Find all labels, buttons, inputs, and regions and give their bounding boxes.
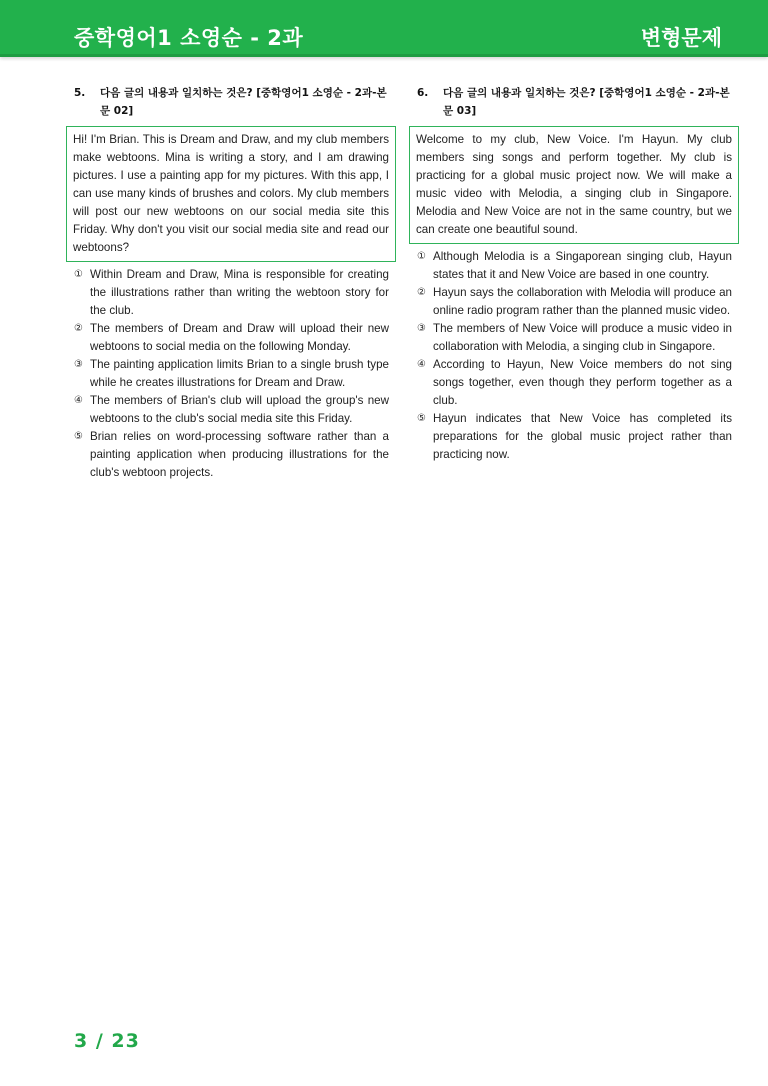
question-prompt: 다음 글의 내용과 일치하는 것은? [중학영어1 소영순 - 2과-본문 03] (443, 87, 730, 117)
answer-option-5[interactable] (74, 428, 389, 482)
answer-option-3[interactable] (74, 356, 389, 392)
question-number: 5. (74, 87, 86, 99)
option-text: Hayun indicates that New Voice has completed its preparations for the global music project rather than practicing now. (433, 412, 732, 461)
answer-option-1[interactable] (417, 248, 732, 284)
answer-option-2[interactable] (417, 284, 732, 320)
page-title: 중학영어1 소영순 - 2과 (74, 26, 304, 50)
answer-option-5[interactable] (417, 410, 732, 464)
answer-option-4[interactable] (417, 356, 732, 410)
answer-option-1[interactable] (74, 266, 389, 320)
option-number: ① (74, 269, 83, 280)
question-prompt: 다음 글의 내용과 일치하는 것은? [중학영어1 소영순 - 2과-본문 02] (100, 87, 387, 117)
page-header (0, 0, 768, 57)
option-number: ① (417, 251, 426, 262)
answer-option-3[interactable] (417, 320, 732, 356)
question-5 (66, 84, 396, 482)
option-text: The members of New Voice will produce a music video in collaboration with Melodia, a singing club in Singapore. (433, 322, 732, 353)
section-label: 변형문제 (640, 26, 722, 50)
option-number: ③ (417, 323, 426, 334)
page-number: 3 / 23 (74, 1030, 140, 1052)
reading-passage: Welcome to my club, New Voice. I'm Hayun. My club members sing songs and perform together. My club is practicing for a global music project now. We will make a music video with Melodia, a singing club in Singapore. Melodia and New Voice are not in the same country, but we can create one beautiful sound. (409, 126, 739, 244)
option-text: The members of Brian's club will upload the group's new webtoons to the club's social media site this Friday. (90, 394, 389, 425)
question-heading (66, 84, 396, 120)
option-text: Although Melodia is a Singaporean singing club, Hayun states that it and New Voice are based in one country. (433, 250, 732, 281)
option-text: According to Hayun, New Voice members do not sing songs together, even though they perform together as a club. (433, 358, 732, 407)
option-text: The members of Dream and Draw will upload their new webtoons to social media on the following Monday. (90, 322, 389, 353)
option-number: ④ (417, 359, 426, 370)
answer-options (66, 266, 396, 482)
option-number: ② (74, 323, 83, 334)
option-number: ④ (74, 395, 83, 406)
option-number: ② (417, 287, 426, 298)
reading-passage: Hi! I'm Brian. This is Dream and Draw, and my club members make webtoons. Mina is writing a story, and I am drawing pictures. I use a painting app for my pictures. With this app, I can use many kinds of brushes and colors. My club members will post our new webtoons on our social media site this Friday. Why don't you visit our social media site and read our webtoons? (66, 126, 396, 262)
option-text: Brian relies on word-processing software rather than a painting application when producing illustrations for the club's webtoon projects. (90, 430, 389, 479)
option-text: Within Dream and Draw, Mina is responsible for creating the illustrations rather than writing the webtoon story for the club. (90, 268, 389, 317)
answer-option-4[interactable] (74, 392, 389, 428)
question-number: 6. (417, 87, 429, 99)
option-text: The painting application limits Brian to a single brush type while he creates illustrations for Dream and Draw. (90, 358, 389, 389)
question-heading (409, 84, 739, 120)
option-number: ③ (74, 359, 83, 370)
option-number: ⑤ (417, 413, 426, 424)
answer-options (409, 248, 739, 464)
answer-option-2[interactable] (74, 320, 389, 356)
question-6 (409, 84, 739, 464)
option-number: ⑤ (74, 431, 83, 442)
option-text: Hayun says the collaboration with Melodia will produce an online radio program rather than the planned music video. (433, 286, 732, 317)
